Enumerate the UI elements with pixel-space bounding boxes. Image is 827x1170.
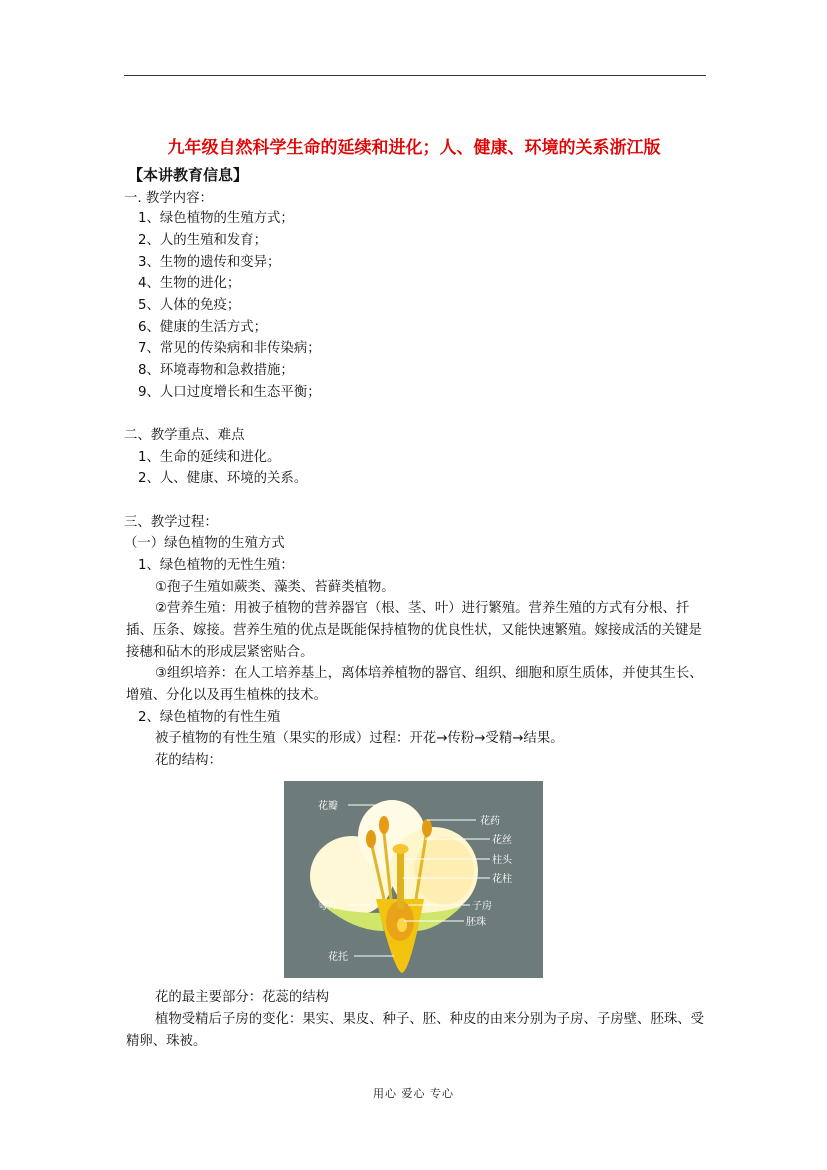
list-item: 9、人口过度增长和生态平衡； <box>138 385 321 400</box>
asexual-title: 1、绿色植物的无性生殖： <box>138 558 294 573</box>
label-receptacle: 花托 <box>328 952 348 963</box>
list-item: 6、健康的生活方式； <box>138 320 268 335</box>
part1-heading: 一. 教学内容： <box>124 191 213 206</box>
label-anther: 花药 <box>480 816 500 827</box>
sexual-title: 2、绿色植物的有性生殖 <box>138 710 281 725</box>
sexual-process: 被子植物的有性生殖（果实的形成）过程：开花→传粉→受精→结果。 <box>155 731 564 746</box>
list-item: 5、人体的免疫； <box>138 298 241 313</box>
part3-heading: 三、教学过程： <box>124 515 218 530</box>
vegetative-reproduction: ②营养生殖：用被子植物的营养器官（根、茎、叶）进行繁殖。营养生殖的方式有分根、扦插、压条、嫁接。营养生殖的优点是既能保持植物的优良性状，又能快速繁殖。嫁接成活的关键是接穗和砧木的形成层紧密贴合。 <box>126 601 702 660</box>
part2-heading: 二、教学重点、难点 <box>124 428 245 443</box>
label-petal: 花瓣 <box>318 801 338 812</box>
list-item: 4、生物的进化； <box>138 276 241 291</box>
list-item: 1、绿色植物的生殖方式； <box>138 211 294 226</box>
section-heading: 【本讲教育信息】 <box>128 166 249 184</box>
page-footer: 用心 爱心 专心 <box>373 1087 454 1100</box>
label-filament: 花丝 <box>492 835 512 846</box>
list-item: 3、生物的遗传和变异； <box>138 255 281 270</box>
label-ovule: 胚珠 <box>466 917 486 928</box>
label-sepal: 萼片 <box>318 901 338 912</box>
list-item: 7、常见的传染病和非传染病； <box>138 341 321 356</box>
ovary-change-text: 植物受精后子房的变化：果实、果皮、种子、胚、种皮的由来分别为子房、子房壁、胚珠、受精卵、珠被。 <box>126 1012 705 1049</box>
flower-structure-label: 花的结构： <box>155 753 222 768</box>
flower-diagram <box>284 781 543 978</box>
label-stigma: 柱头 <box>492 855 512 866</box>
list-item: 1、生命的延续和进化。 <box>138 450 281 465</box>
main-part-text: 花的最主要部分：花蕊的结构 <box>155 990 330 1005</box>
tissue-culture: ③组织培养：在人工培养基上，离体培养植物的器官、组织、细胞和原生质体，并使其生长、增殖、分化以及再生植株的技术。 <box>126 666 703 703</box>
label-style: 花柱 <box>492 874 512 885</box>
document-title: 九年级自然科学生命的延续和进化；人、健康、环境的关系浙江版 <box>167 138 661 158</box>
spore-reproduction: ①孢子生殖如蕨类、藻类、苔藓类植物。 <box>155 580 395 595</box>
list-item: 2、人的生殖和发育； <box>138 233 268 248</box>
list-item: 8、环境毒物和急救措施； <box>138 363 294 378</box>
label-ovary: 子房 <box>472 901 492 912</box>
header-rule <box>124 75 706 76</box>
subsection-heading: （一）绿色植物的生殖方式 <box>124 536 285 551</box>
list-item: 2、人、健康、环境的关系。 <box>138 471 308 486</box>
